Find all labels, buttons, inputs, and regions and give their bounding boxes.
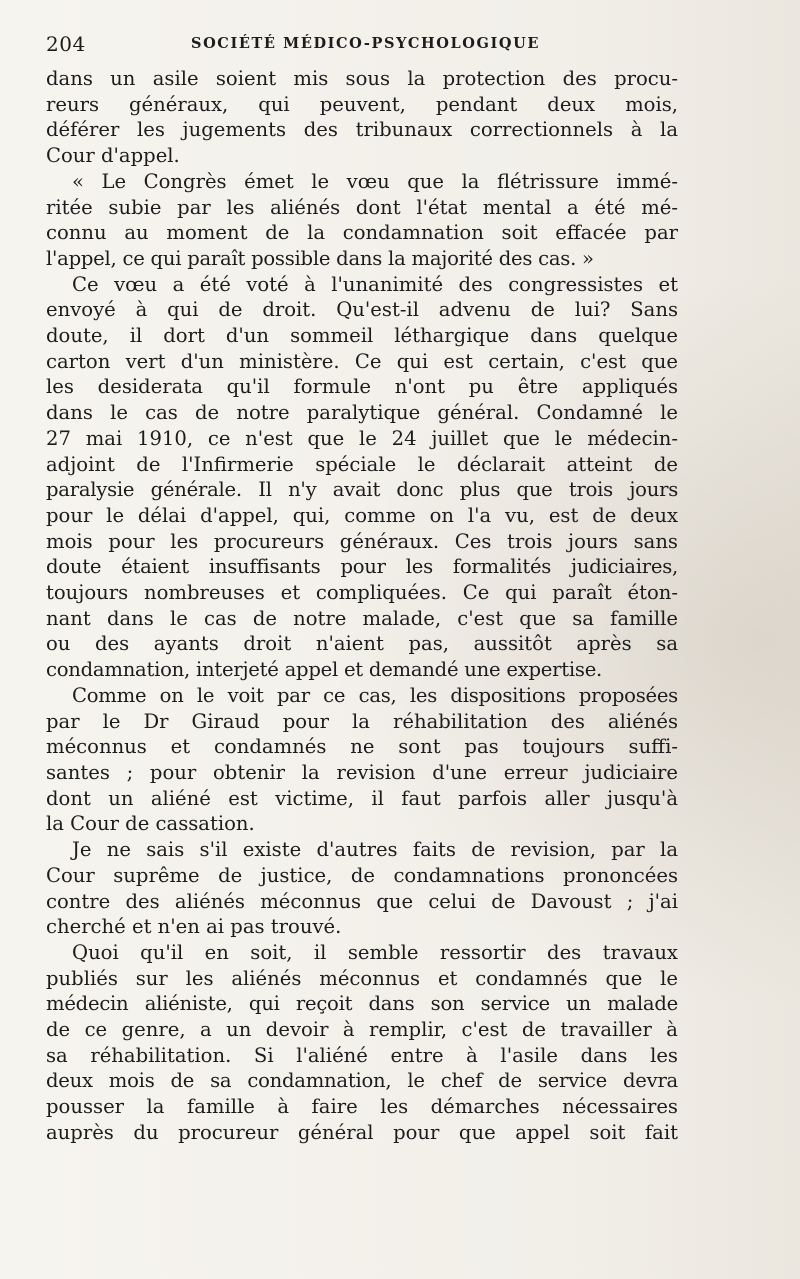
text-line: dans un asile soient mis sous la protection des procu-	[46, 67, 678, 90]
text-line: Je ne sais s'il existe d'autres faits de revision, par la	[72, 838, 678, 862]
text-line: Ce vœu a été voté à l'unanimité des congressistes et	[72, 272, 678, 296]
text-line: adjoint de l'Infirmerie spéciale le déclarait atteint de	[46, 452, 678, 476]
text-line: la Cour de cassation.	[46, 812, 255, 836]
text-line: Comme on le voit par ce cas, les dispositions proposées	[72, 683, 678, 707]
text-line: cherché et n'en ai pas trouvé.	[46, 915, 342, 939]
text-line: méconnus et condamnés ne sont pas toujours suffi-	[46, 735, 678, 759]
paragraph-3	[46, 272, 678, 683]
text-line: médecin aliéniste, qui reçoit dans son service un malade	[46, 992, 678, 1016]
text-line: nant dans le cas de notre malade, c'est que sa famille	[46, 606, 678, 630]
text-line: sa réhabilitation. Si l'aliéné entre à l'asile dans les	[46, 1043, 678, 1067]
text-line: déférer les jugements des tribunaux correctionnels à la	[46, 118, 678, 142]
body-text	[46, 66, 678, 1146]
paragraph-2	[46, 169, 678, 272]
text-line: carton vert d'un ministère. Ce qui est certain, c'est que	[46, 349, 678, 373]
text-line: condamnation, interjeté appel et demandé une expertise.	[46, 658, 603, 682]
text-line: l'appel, ce qui paraît possible dans la majorité des cas. »	[46, 246, 594, 270]
text-line: connu au moment de la condamnation soit effacée par	[46, 221, 678, 245]
text-line: toujours nombreuses et compliquées. Ce qui paraît éton-	[46, 581, 678, 605]
text-line: dont un aliéné est victime, il faut parfois aller jusqu'à	[46, 786, 678, 810]
text-line: santes ; pour obtenir la revision d'une erreur judiciaire	[46, 760, 678, 784]
paragraph-4	[46, 683, 678, 837]
text-line: doute étaient insuffisants pour les formalités judiciaires,	[46, 555, 678, 579]
text-line: envoyé à qui de droit. Qu'est-il advenu de lui? Sans	[46, 298, 678, 322]
paragraph-6	[46, 940, 678, 1146]
text-line: ou des ayants droit n'aient pas, aussitôt après sa	[46, 632, 678, 656]
text-line: Cour d'appel.	[46, 144, 180, 168]
text-line: 27 mai 1910, ce n'est que le 24 juillet que le médecin-	[46, 426, 678, 450]
text-line: Quoi qu'il en soit, il semble ressortir des travaux	[72, 940, 678, 964]
text-line: reurs généraux, qui peuvent, pendant deux mois,	[46, 92, 678, 116]
book-page	[46, 28, 678, 1146]
text-line: paralysie générale. Il n'y avait donc plus que trois jours	[46, 478, 678, 502]
text-line: contre des aliénés méconnus que celui de Davoust ; j'ai	[46, 889, 678, 913]
paragraph-1	[46, 66, 678, 169]
text-line: auprès du procureur général pour que appel soit fait	[46, 1120, 678, 1144]
text-line: pour le délai d'appel, qui, comme on l'a vu, est de deux	[46, 503, 678, 527]
page-number: 204	[46, 32, 86, 56]
running-title: SOCIÉTÉ MÉDICO-PSYCHOLOGIQUE	[191, 35, 541, 52]
text-line: les desiderata qu'il formule n'ont pu être appliqués	[46, 375, 678, 399]
text-line: dans le cas de notre paralytique général. Condamné le	[46, 401, 678, 425]
text-line: « Le Congrès émet le vœu que la flétrissure immé-	[72, 169, 678, 193]
text-line: pousser la famille à faire les démarches nécessaires	[46, 1095, 678, 1119]
text-line: Cour suprême de justice, de condamnations prononcées	[46, 863, 678, 887]
text-line: deux mois de sa condamnation, le chef de service devra	[46, 1069, 678, 1093]
paragraph-5	[46, 837, 678, 940]
text-line: de ce genre, a un devoir à remplir, c'est de travailler à	[46, 1018, 678, 1042]
text-line: ritée subie par les aliénés dont l'état mental a été mé-	[46, 195, 678, 219]
text-line: par le Dr Giraud pour la réhabilitation des aliénés	[46, 709, 678, 733]
running-head	[46, 28, 678, 62]
text-line: doute, il dort d'un sommeil léthargique dans quelque	[46, 324, 678, 348]
text-line: mois pour les procureurs généraux. Ces trois jours sans	[46, 529, 678, 553]
text-line: publiés sur les aliénés méconnus et condamnés que le	[46, 966, 678, 990]
